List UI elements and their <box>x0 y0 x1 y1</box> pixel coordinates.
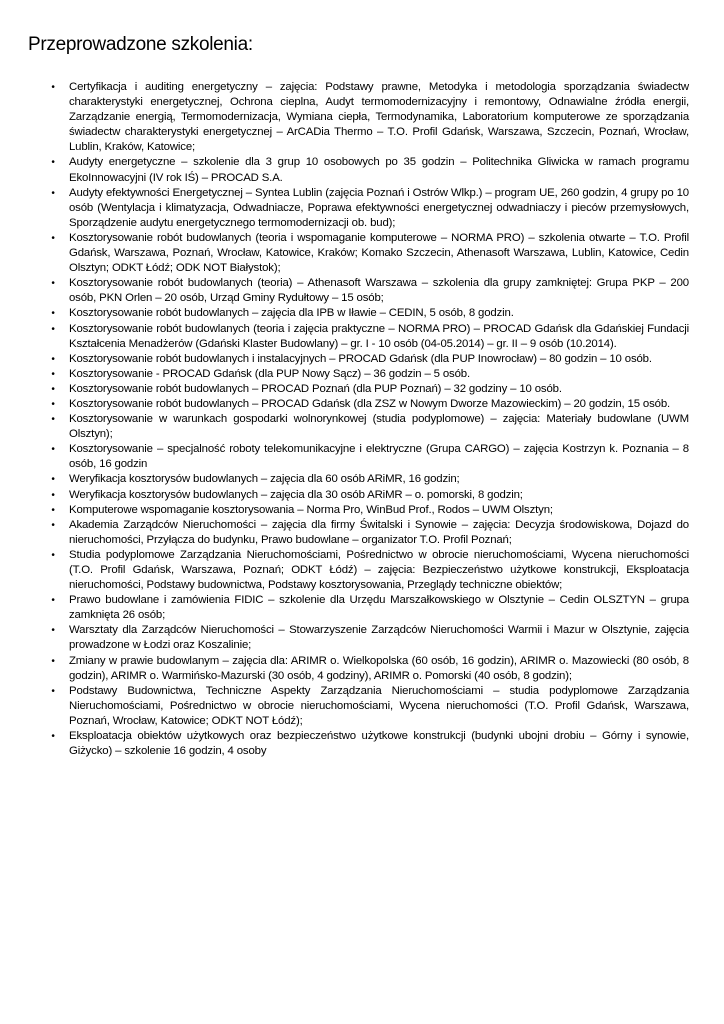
list-item <box>51 367 689 382</box>
bullet-icon: • <box>51 323 55 335</box>
bullet-icon: • <box>51 655 55 667</box>
list-item-text: Studia podyplomowe Zarządzania Nieruchomościami, Pośrednictwo w obrocie nieruchomościami, Wycena nieruchomości (T.O. Profil Gdańsk, Warszawa, Poznań; ODKT Łódź) – zajęcia: Bezpieczeństwo użytkowe konstrukcji, Eksploatacja nieruchomości, Podstawy budownictwa, Podstawy kosztorysowania, Przeglądy techniczne obiektów; <box>69 548 689 592</box>
list-item <box>51 412 689 442</box>
bullet-icon: • <box>51 414 55 426</box>
list-item-text: Audyty efektywności Energetycznej – Syntea Lublin (zajęcia Poznań i Ostrów Wlkp.) – program UE, 260 godzin, 4 grupy po 10 osób (Wentylacja i klimatyzacja, Odwadniacze, Poprawa efektywności energetycznej odwadniaczy i pieców przemysłowych, Sporządzenie audytu energetycznego termomodernizacji ob. bud); <box>69 186 689 229</box>
list-item-text: Weryfikacja kosztorysów budowlanych – zajęcia dla 60 osób ARiMR, 16 godzin; <box>69 473 460 486</box>
bullet-icon: • <box>51 685 55 697</box>
bullet-icon: • <box>51 444 55 456</box>
list-item-text: Prawo budowlane i zamówienia FIDIC – szkolenie dla Urzędu Marszałkowskiego w Olsztynie – Cedin OLSZTYN – grupa zamknięta 26 osób; <box>69 594 689 622</box>
bullet-icon: • <box>51 157 55 169</box>
list-item <box>51 322 689 352</box>
list-item <box>51 231 689 276</box>
list-item-text: Kosztorysowanie robót budowlanych (teoria i zajęcia praktyczne – NORMA PRO) – PROCAD Gdańsk dla Gdańskiej Fundacji Kształcenia Menadżerów (Gdański Klaster Budowlany) – gr. I - 10 osób (04-05.2014) – gr. II – 9 osób (10.2014). <box>69 322 689 350</box>
bullet-icon: • <box>51 398 55 410</box>
list-item <box>51 186 689 231</box>
list-item <box>51 503 689 518</box>
list-item <box>51 729 689 759</box>
bullet-icon: • <box>51 549 55 561</box>
list-item-text: Podstawy Budownictwa, Techniczne Aspekty Zarządzania Nieruchomościami – studia podyplomowe Zarządzania Nieruchomościami, Pośrednictwo w obrocie nieruchomościami, Wycena nieruchomości (T.O. Profil Gdańsk, Warszawa, Poznań, Wrocław, Katowice; ODKT NOT Łódź); <box>69 684 689 727</box>
list-item <box>51 397 689 412</box>
list-item-text: Audyty energetyczne – szkolenie dla 3 grup 10 osobowych po 35 godzin – Politechnika Gliwicka w ramach programu EkoInnowacyjni (IV rok IŚ) – PROCAD S.A. <box>69 156 689 184</box>
list-item <box>51 593 689 623</box>
list-item <box>51 276 689 306</box>
list-item <box>51 472 689 487</box>
list-item <box>51 352 689 367</box>
page-title: Przeprowadzone szkolenia: <box>28 34 253 55</box>
bullet-icon: • <box>51 731 55 743</box>
training-list <box>51 80 689 759</box>
list-item-text: Kosztorysowanie - PROCAD Gdańsk (dla PUP Nowy Sącz) – 36 godzin – 5 osób. <box>69 367 470 380</box>
bullet-icon: • <box>51 368 55 380</box>
bullet-icon: • <box>51 308 55 320</box>
list-item <box>51 548 689 593</box>
bullet-icon: • <box>51 278 55 290</box>
bullet-icon: • <box>51 595 55 607</box>
list-item <box>51 382 689 397</box>
bullet-icon: • <box>51 519 55 531</box>
list-item-text: Warsztaty dla Zarządców Nieruchomości – Stowarzyszenie Zarządców Nieruchomości Warmii i Mazur w Olsztynie, zajęcia prowadzone w Łodzi oraz Koszalinie; <box>69 624 689 652</box>
list-item-text: Weryfikacja kosztorysów budowlanych – zajęcia dla 30 osób ARiMR – o. pomorski, 8 godzin; <box>69 488 523 501</box>
list-item-text: Certyfikacja i auditing energetyczny – zajęcia: Podstawy prawne, Metodyka i metodologia sporządzania świadectw charakterystyki energetycznej, Ochrona cieplna, Audyt termomodernizacyjny i remontowy, Odnawialne źródła energii, Zarządzanie energią, Termomodernizacja, Wymiana ciepła, Termodynamika, Laboratorium komputerowe ze sporządzania świadectw charakterystyki energetycznej – ArCADia Thermo – T.O. Profil Gdańsk, Warszawa, Szczecin, Poznań, Wrocław, Lublin, Kraków, Katowice; <box>69 81 689 154</box>
list-item <box>51 488 689 503</box>
bullet-icon: • <box>51 489 55 501</box>
list-item-text: Komputerowe wspomaganie kosztorysowania – Norma Pro, WinBud Prof., Rodos – UWM Olsztyn; <box>69 503 553 516</box>
list-item-text: Kosztorysowanie w warunkach gospodarki wolnorynkowej (studia podyplomowe) – zajęcia: Materiały budowlane (UWM Olsztyn); <box>69 413 689 441</box>
bullet-icon: • <box>51 383 55 395</box>
list-item-text: Kosztorysowanie robót budowlanych (teoria i wspomaganie komputerowe – NORMA PRO) – szkolenia otwarte – T.O. Profil Gdańsk, Warszawa, Poznań, Wrocław, Katowice, Kraków; Komako Szczecin, Athenasoft Warszawa, Lublin, Katowice, Cedin Olsztyn; ODKT Łódź; ODK NOT Białystok); <box>69 231 689 275</box>
list-item-text: Akademia Zarządców Nieruchomości – zajęcia dla firmy Świtalski i Synowie – zajęcia: Decyzja środowiskowa, Dojazd do nieruchomości, Przyłącza do budynku, Prawo budowlane – organizator T.O. Profil Poznań; <box>69 518 689 546</box>
list-item-text: Zmiany w prawie budowlanym – zajęcia dla: ARIMR o. Wielkopolska (60 osób, 16 godzin), ARIMR o. Mazowiecki (80 osób, 8 godzin), ARIMR o. Warmińsko-Mazurski (30 osób, 4 godziny), ARIMR o. Pomorski (40 osób, 8 godzin); <box>69 654 689 682</box>
list-item <box>51 80 689 155</box>
bullet-icon: • <box>51 353 55 365</box>
list-item <box>51 623 689 653</box>
list-item <box>51 442 689 472</box>
list-item <box>51 684 689 729</box>
list-item-text: Kosztorysowanie robót budowlanych – PROCAD Poznań (dla PUP Poznań) – 32 godziny – 10 osób. <box>69 382 562 395</box>
list-item-text: Kosztorysowanie robót budowlanych – zajęcia dla IPB w Iławie – CEDIN, 5 osób, 8 godzin. <box>69 307 514 320</box>
list-item <box>51 155 689 185</box>
list-item-text: Eksploatacja obiektów użytkowych oraz bezpieczeństwo użytkowe konstrukcji (budynki ubojni drobiu – Górny i synowie, Giżycko) – szkolenie 16 godzin, 4 osoby <box>69 730 689 758</box>
bullet-icon: • <box>51 474 55 486</box>
list-item <box>51 654 689 684</box>
list-item-text: Kosztorysowanie robót budowlanych i instalacyjnych – PROCAD Gdańsk (dla PUP Inowrocław) – 80 godzin – 10 osób. <box>69 352 652 365</box>
bullet-icon: • <box>51 232 55 244</box>
list-item <box>51 518 689 548</box>
bullet-icon: • <box>51 504 55 516</box>
bullet-icon: • <box>51 187 55 199</box>
bullet-icon: • <box>51 82 55 93</box>
bullet-icon: • <box>51 625 55 637</box>
list-item-text: Kosztorysowanie robót budowlanych – PROCAD Gdańsk (dla ZSZ w Nowym Dworze Mazowieckim) – 20 godzin, 15 osób. <box>69 397 671 410</box>
list-item <box>51 306 689 321</box>
list-item-text: Kosztorysowanie robót budowlanych (teoria) – Athenasoft Warszawa – szkolenia dla grupy zamkniętej: Grupa PKP – 200 osób, PKN Orlen – 20 osób, Urząd Gminy Rydułtowy – 15 osób; <box>69 277 689 305</box>
list-item-text: Kosztorysowanie – specjalność roboty telekomunikacyjne i elektryczne (Grupa CARGO) – zajęcia Kostrzyn k. Poznania – 8 osób, 16 godzin <box>69 443 689 471</box>
